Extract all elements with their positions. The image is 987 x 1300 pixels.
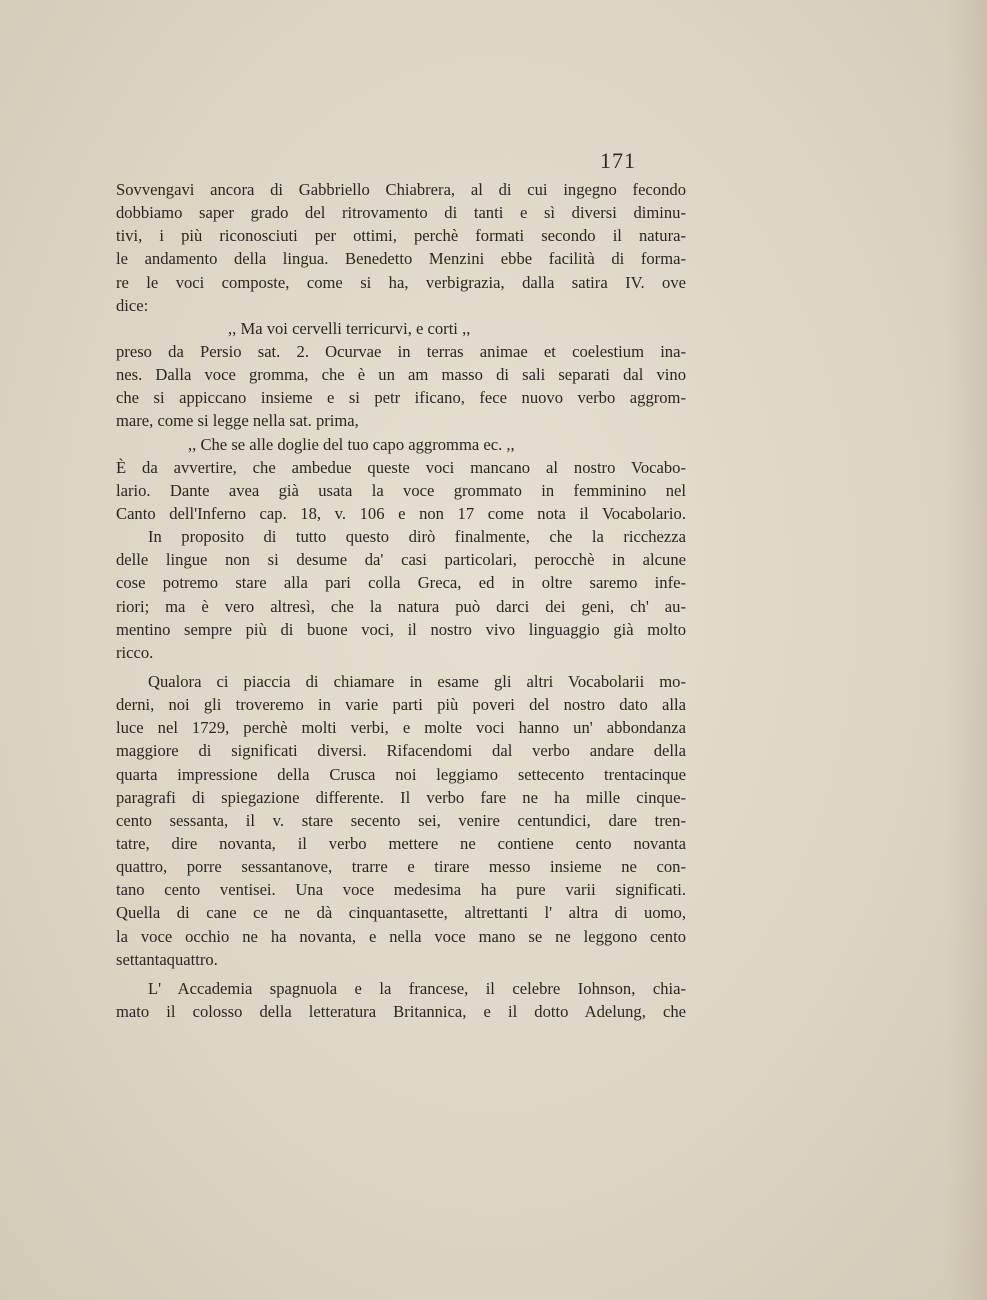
text-line: la voce occhio ne ha novanta, e nella voce mano se ne leggono cento: [116, 926, 686, 946]
text-line: cento sessanta, il v. stare secento sei, venire centundici, dare tren-: [116, 810, 686, 830]
text-line: lario. Dante avea già usata la voce grommato in femminino nel: [116, 480, 686, 500]
text-line: cose potremo stare alla pari colla Greca, ed in oltre saremo infe-: [116, 573, 686, 593]
text-line: quarta impressione della Crusca noi leggiamo settecento trentacinque: [116, 764, 686, 784]
paragraph-start: L' Accademia spagnuola e la francese, il celebre Iohnson, chia-: [148, 978, 686, 998]
text-line: dobbiamo saper grado del ritrovamento di tanti e sì diversi diminu-: [116, 203, 686, 223]
verse-quote: ,, Che se alle doglie del tuo capo aggromma ec. ,,: [188, 434, 515, 454]
text-line: Sovvengavi ancora di Gabbriello Chiabrera, al di cui ingegno fecondo: [116, 180, 686, 199]
text-line: tivi, i più riconosciuti per ottimi, perchè formati secondo il natura-: [116, 226, 686, 246]
text-line: Canto dell'Inferno cap. 18, v. 106 e non 17 come nota il Vocabolario.: [116, 503, 686, 523]
paragraph-start: Qualora ci piaccia di chiamare in esame gli altri Vocabolarii mo-: [148, 671, 686, 691]
text-line: settantaquattro.: [116, 949, 218, 969]
page-edge-shadow: [947, 0, 987, 1300]
text-line: delle lingue non si desume da' casi particolari, perocchè in alcune: [116, 550, 686, 570]
text-line: re le voci composte, come si ha, verbigrazia, dalla satira IV. ove: [116, 272, 686, 292]
text-line: riori; ma è vero altresì, che la natura può darci dei geni, ch' au-: [116, 596, 686, 616]
text-line: tano cento ventisei. Una voce medesima ha pure varii significati.: [116, 880, 686, 900]
text-line: È da avvertire, che ambedue queste voci mancano al nostro Vocabo-: [116, 457, 686, 477]
text-line: Quella di cane ce ne dà cinquantasette, altrettanti l' altra di uomo,: [116, 903, 686, 923]
body-text: [116, 178, 686, 1023]
text-line: derni, noi gli troveremo in varie parti più poveri del nostro dato alla: [116, 695, 686, 715]
text-line: nes. Dalla voce gromma, che è un am masso di sali separati dal vino: [116, 365, 686, 385]
text-line: quattro, porre sessantanove, trarre e tirare messo insieme ne con-: [116, 857, 686, 877]
text-line: maggiore di significati diversi. Rifacendomi dal verbo andare della: [116, 741, 686, 761]
text-line: mare, come si legge nella sat. prima,: [116, 411, 359, 431]
text-line: tatre, dire novanta, il verbo mettere ne contiene cento novanta: [116, 833, 686, 853]
text-line: dice:: [116, 295, 149, 315]
page-number: 171: [600, 148, 636, 173]
verse-quote: ,, Ma voi cervelli terricurvi, e corti ,,: [228, 318, 471, 338]
text-line: mentino sempre più di buone voci, il nostro vivo linguaggio già molto: [116, 619, 686, 639]
text-line: mato il colosso della letteratura Britannica, e il dotto Adelung, che: [116, 1001, 686, 1021]
text-line: paragrafi di spiegazione differente. Il verbo fare ne ha mille cinque-: [116, 787, 686, 807]
paragraph-start: In proposito di tutto questo dirò finalmente, che la ricchezza: [148, 527, 686, 547]
text-line: preso da Persio sat. 2. Ocurvae in terras animae et coelestium ina-: [116, 341, 686, 361]
text-line: che si appiccano insieme e si petr ificano, fece nuovo verbo aggrom-: [116, 388, 686, 408]
text-line: luce nel 1729, perchè molti verbi, e molte voci hanno un' abbondanza: [116, 718, 686, 738]
text-line: le andamento della lingua. Benedetto Menzini ebbe facilità di forma-: [116, 249, 686, 269]
text-line: ricco.: [116, 642, 154, 662]
